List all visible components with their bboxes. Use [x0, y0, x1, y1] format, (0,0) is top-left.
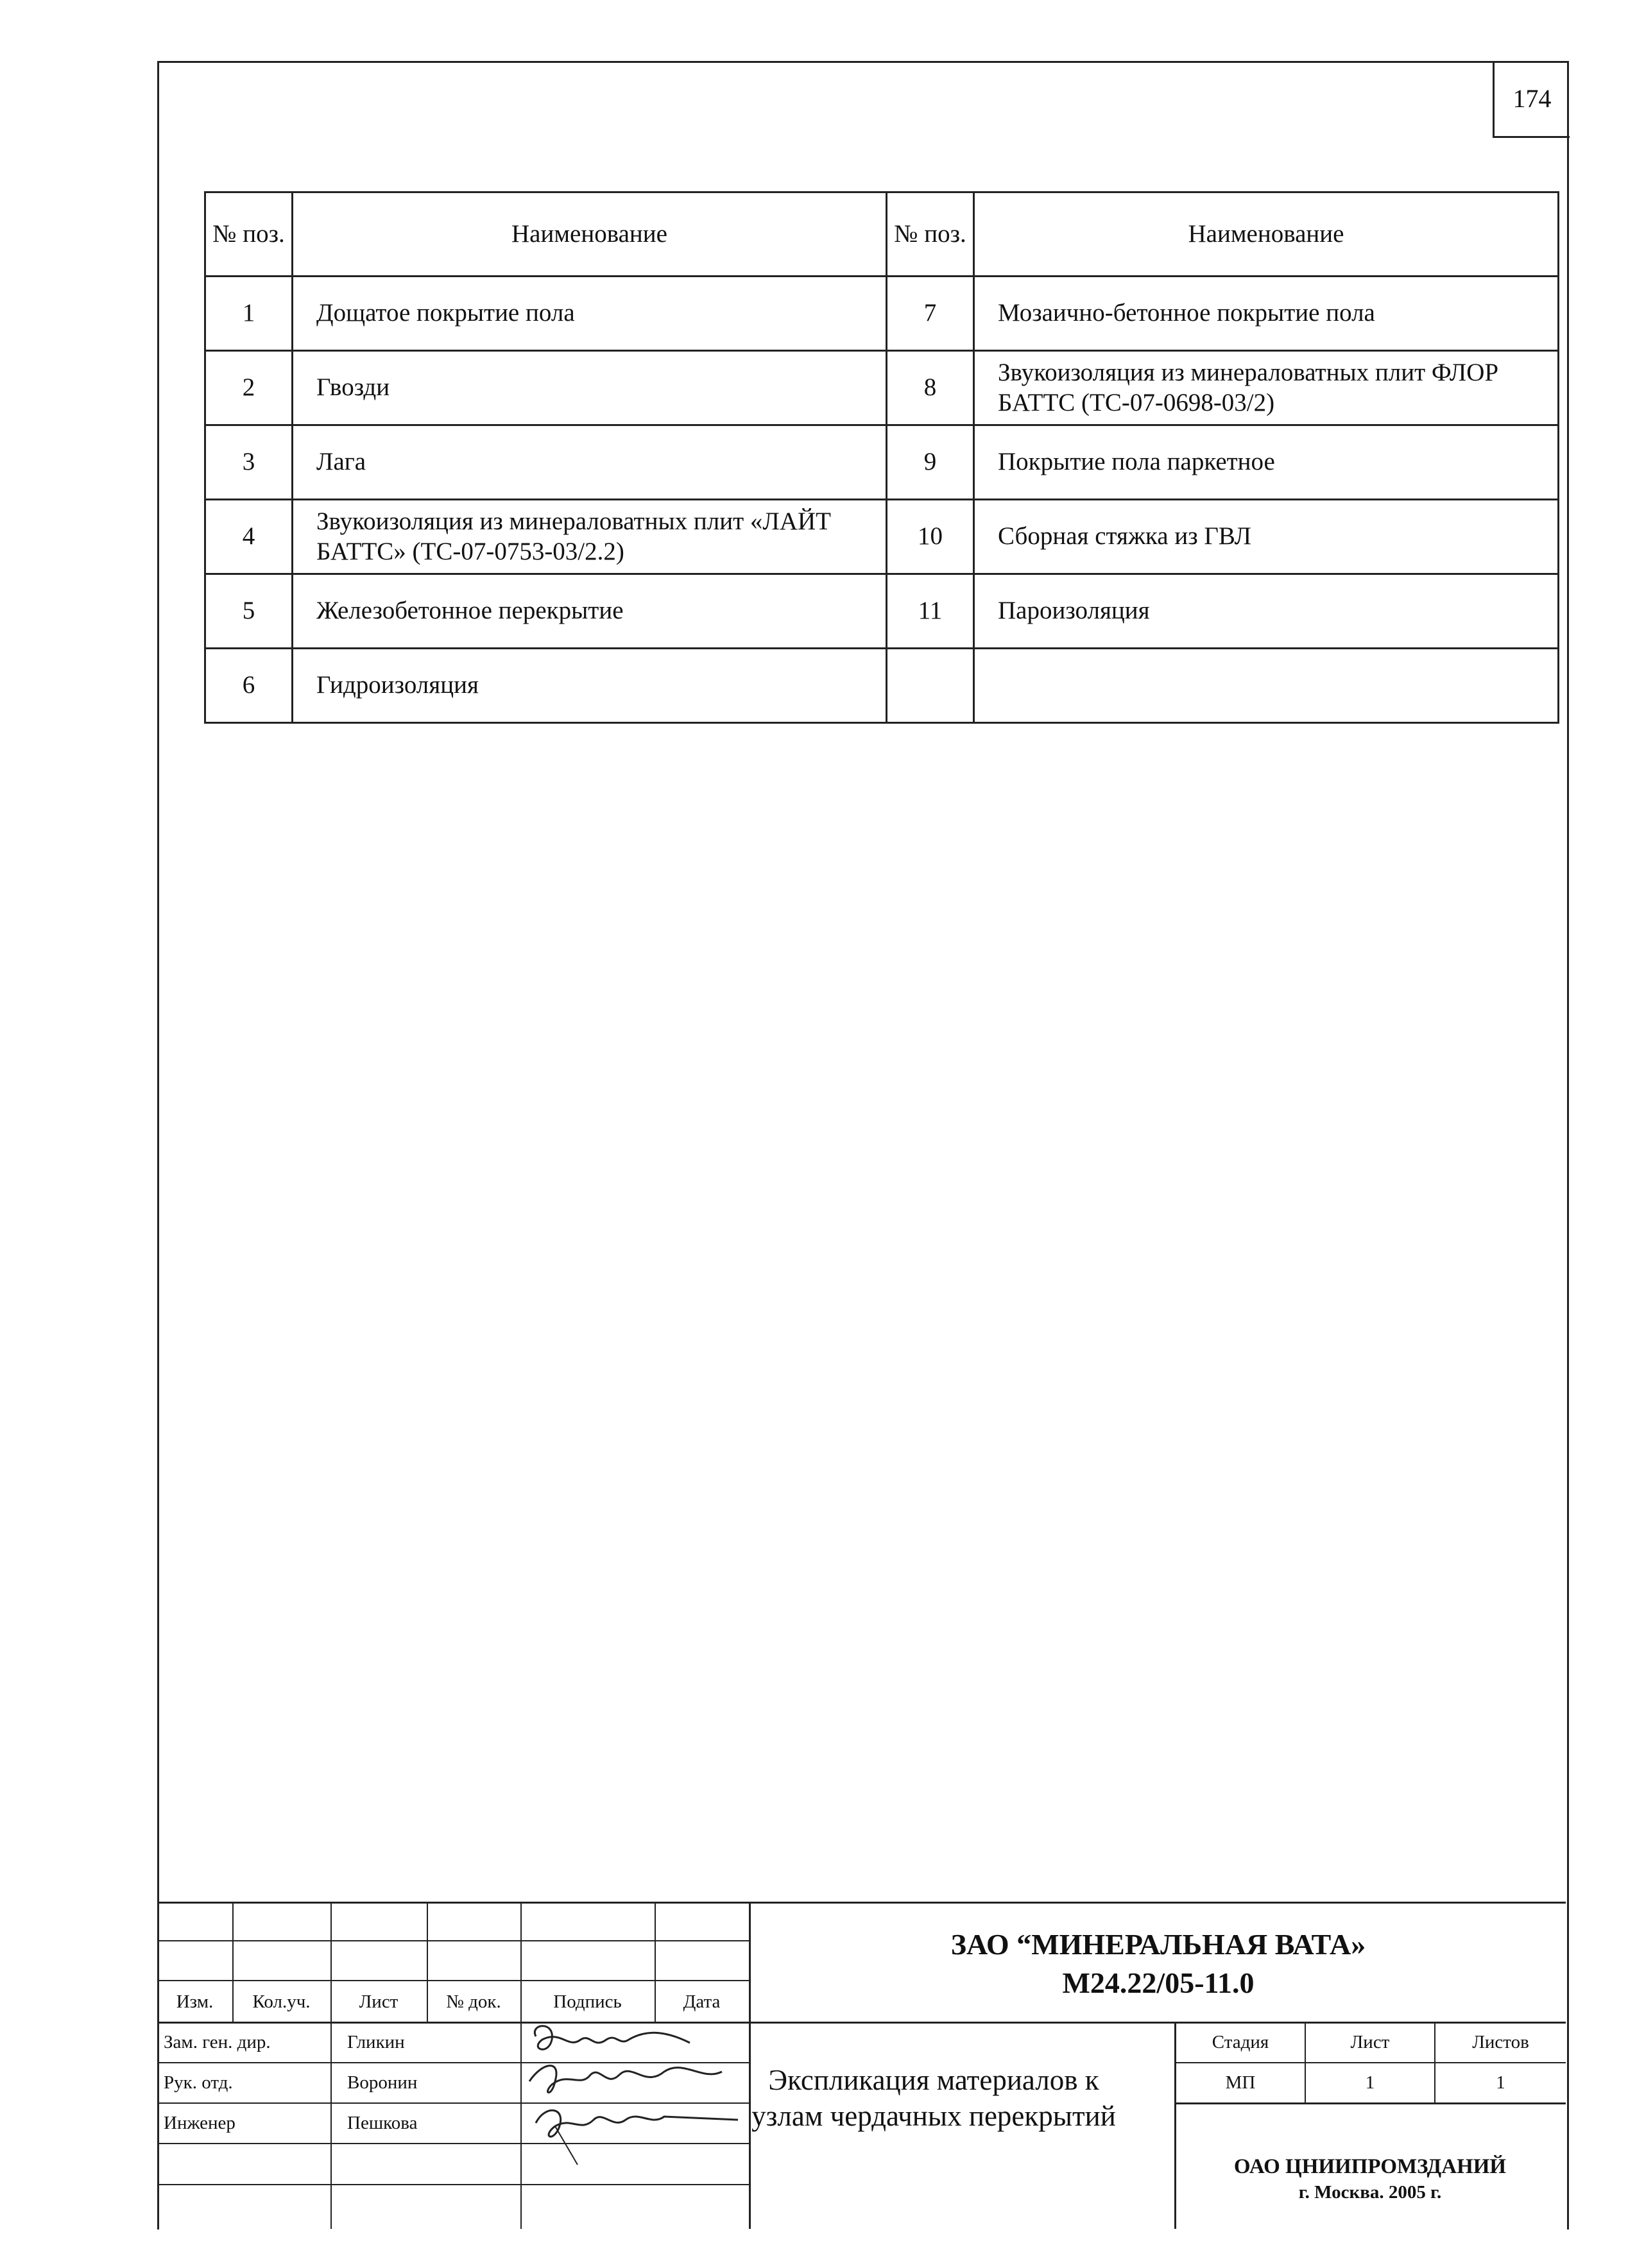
header-pos-2: № поз. [887, 192, 974, 277]
col-kol: Кол.уч. [252, 1991, 311, 2012]
document-code: М24.22/05-11.0 [1062, 1966, 1255, 1999]
cell-name: Мозаично-бетонное покрытие пола [974, 277, 1559, 351]
role-label: Рук. отд. [164, 2072, 233, 2093]
cell-name: Гвозди [293, 351, 887, 425]
stage-value: МП [1225, 2072, 1256, 2093]
table-row [205, 649, 1559, 723]
sheets-value: 1 [1496, 2072, 1505, 2093]
cell-pos [887, 649, 974, 723]
cell-pos: 4 [205, 500, 293, 574]
col-podpis: Подпись [553, 1991, 622, 2012]
col-list: Лист [359, 1991, 398, 2012]
cell-name [974, 649, 1559, 723]
cell-name: Пароизоляция [974, 574, 1559, 649]
explication-table [204, 191, 1559, 724]
sheet-header: Лист [1350, 2032, 1390, 2052]
person-name: Пешкова [347, 2113, 418, 2133]
developer-organization: ОАО ЦНИИПРОМЗДАНИЙ [1233, 2155, 1507, 2178]
cell-name: Дощатое покрытие пола [293, 277, 887, 351]
table-row [205, 574, 1559, 649]
table-row [205, 277, 1559, 351]
person-name: Воронин [347, 2072, 418, 2093]
stage-header: Стадия [1212, 2032, 1269, 2052]
document-title: Экспликация материалов к узлам чердачных перекрытий [751, 2064, 1116, 2133]
header-name-2: Наименование [974, 192, 1559, 277]
cell-pos: 10 [887, 500, 974, 574]
col-izm: Изм. [176, 1991, 214, 2012]
cell-pos: 2 [205, 351, 293, 425]
cell-pos: 5 [205, 574, 293, 649]
cell-pos: 6 [205, 649, 293, 723]
organization-name: ЗАО “МИНЕРАЛЬНАЯ ВАТА» [950, 1928, 1366, 1961]
cell-name: Звукоизоляция из минераловатных плит ФЛОР БАТТС (ТС-07-0698-03/2) [974, 351, 1559, 425]
role-label: Зам. ген. дир. [164, 2032, 271, 2052]
role-label: Инженер [164, 2113, 236, 2133]
person-name: Гликин [347, 2032, 405, 2052]
cell-pos: 7 [887, 277, 974, 351]
cell-name: Гидроизоляция [293, 649, 887, 723]
table-row [205, 500, 1559, 574]
page-number: 174 [1493, 61, 1570, 138]
cell-pos: 8 [887, 351, 974, 425]
header-pos-1: № поз. [205, 192, 293, 277]
cell-pos: 1 [205, 277, 293, 351]
sheets-header: Листов [1472, 2032, 1529, 2052]
cell-name: Сборная стяжка из ГВЛ [974, 500, 1559, 574]
cell-name: Железобетонное перекрытие [293, 574, 887, 649]
cell-pos: 3 [205, 425, 293, 500]
table-header-row [205, 192, 1559, 277]
title-block [157, 1902, 1566, 2229]
cell-pos: 11 [887, 574, 974, 649]
header-name-1: Наименование [293, 192, 887, 277]
cell-name: Звукоизоляция из минераловатных плит «ЛАЙТ БАТТС» (ТС-07-0753-03/2.2) [293, 500, 887, 574]
sheet-value: 1 [1365, 2072, 1375, 2093]
signature-image [517, 2011, 748, 2184]
table-body [205, 277, 1559, 723]
cell-name: Покрытие пола паркетное [974, 425, 1559, 500]
developer-city-year: г. Москва. 2005 г. [1298, 2182, 1442, 2203]
table-row [205, 425, 1559, 500]
col-ndoc: № док. [446, 1991, 501, 2012]
cell-name: Лага [293, 425, 887, 500]
table-row [205, 351, 1559, 425]
cell-pos: 9 [887, 425, 974, 500]
col-data: Дата [683, 1991, 721, 2012]
